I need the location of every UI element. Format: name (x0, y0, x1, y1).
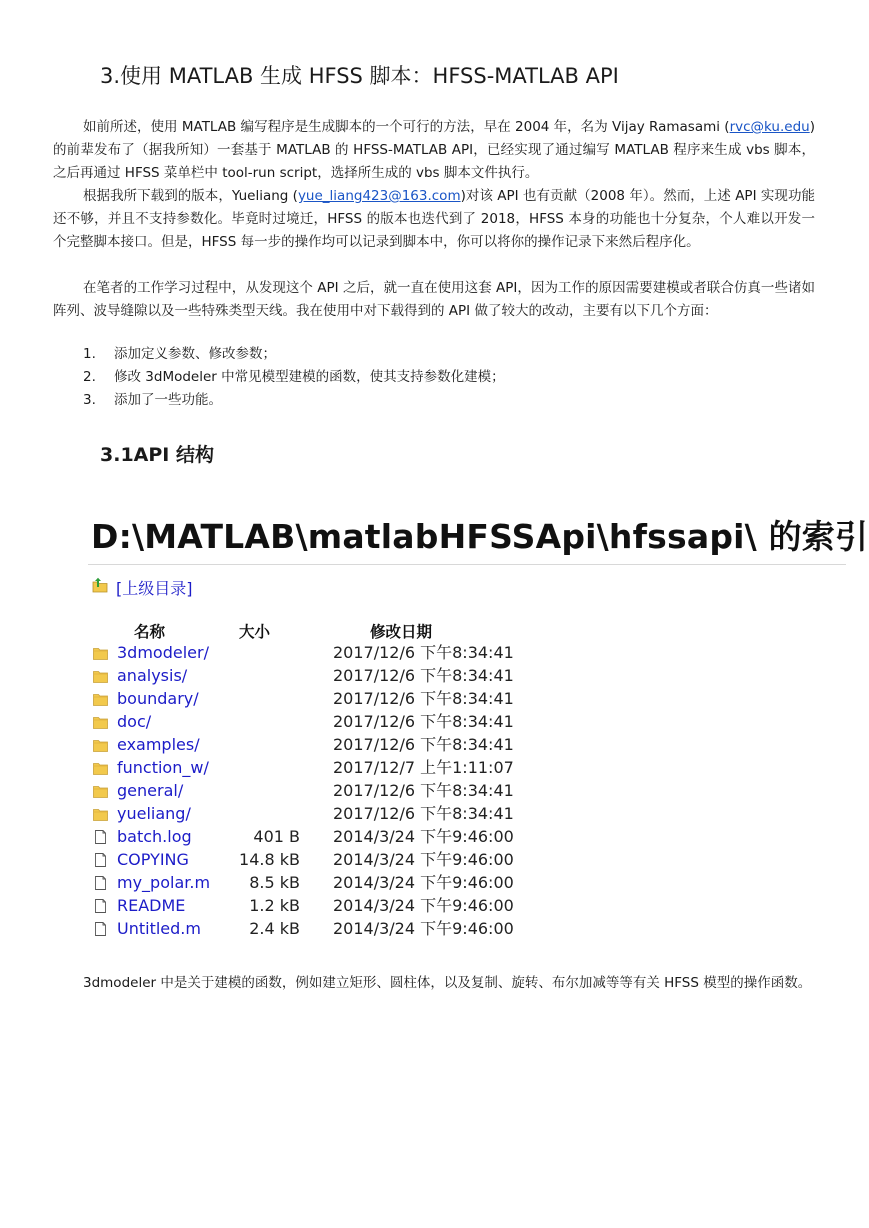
list-item (83, 343, 505, 366)
file-icon (93, 898, 108, 912)
file-date: 2017/12/6 下午8:34:41 (333, 689, 514, 708)
file-row (88, 756, 848, 779)
column-header-size: 大小 (239, 623, 271, 641)
paragraph-version (53, 185, 815, 254)
file-date: 2014/3/24 下午9:46:00 (333, 850, 514, 869)
file-date: 2017/12/6 下午8:34:41 (333, 735, 514, 754)
folder-icon (93, 714, 108, 728)
file-name-link[interactable]: analysis/ (117, 666, 188, 685)
list-number: 2. (83, 369, 96, 385)
file-row (88, 917, 848, 940)
folder-icon (93, 691, 108, 705)
column-header-name: 名称 (134, 623, 166, 641)
index-title: D:\MATLAB\matlabHFSSApi\hfssapi\ 的索引 (91, 517, 869, 556)
email-link-yueliang[interactable]: yue_liang423@163.com (297, 188, 461, 204)
file-name-link[interactable]: boundary/ (117, 689, 199, 708)
file-name-link[interactable]: README (117, 896, 186, 915)
email-link-rvc[interactable]: rvc@ku.edu (729, 119, 810, 135)
paragraph-text: )的前辈发布了（据我所知）一套基于 MATLAB 的 HFSS-MATLAB API，已经实现了通过编写 MATLAB 程序来生成 vbs 脚本，之后再通过 HFSS 菜单栏中 tool-run script，选择所生成的 vbs 脚本文件执行。 (53, 119, 815, 181)
file-date: 2017/12/6 下午8:34:41 (333, 781, 514, 800)
file-icon (93, 921, 108, 935)
paragraph-text: )对该 API 也有贡献（2008 年）。然而，上述 API 实现功能还不够，并且不支持参数化。毕竟时过境迁，HFSS 的版本也迭代到了 2018，HFSS 本身的功能也十分复杂，个人难以开发一个完整脚本接口。但是，HFSS 每一步的操作均可以记录到脚本中，你可以将你的操作记录下来然后程序化。 (53, 188, 815, 250)
file-row (88, 871, 848, 894)
up-folder-icon (92, 577, 108, 597)
file-row (88, 664, 848, 687)
file-size: 14.8 kB (239, 850, 300, 869)
file-icon (93, 875, 108, 889)
list-text: 添加定义参数、修改参数； (114, 346, 276, 362)
file-row (88, 710, 848, 733)
file-row (88, 779, 848, 802)
file-name-link[interactable]: doc/ (117, 712, 152, 731)
file-date: 2017/12/6 下午8:34:41 (333, 712, 514, 731)
folder-icon (93, 737, 108, 751)
list-item (83, 389, 505, 412)
file-name-link[interactable]: general/ (117, 781, 184, 800)
folder-icon (93, 668, 108, 682)
file-name-link[interactable]: Untitled.m (117, 919, 201, 938)
file-size: 1.2 kB (249, 896, 300, 915)
file-row (88, 687, 848, 710)
file-row (88, 802, 848, 825)
divider (88, 564, 846, 565)
file-row (88, 894, 848, 917)
parent-directory[interactable] (92, 575, 193, 599)
file-name-link[interactable]: function_w/ (117, 758, 209, 777)
directory-index-screenshot (88, 505, 869, 945)
file-name-link[interactable]: my_polar.m (117, 873, 211, 892)
list-number: 3. (83, 392, 96, 408)
file-date: 2017/12/6 下午8:34:41 (333, 666, 514, 685)
file-name-link[interactable]: COPYING (117, 850, 189, 869)
file-date: 2014/3/24 下午9:46:00 (333, 873, 514, 892)
file-date: 2014/3/24 下午9:46:00 (333, 827, 514, 846)
file-size: 401 B (253, 827, 300, 846)
column-header-date: 修改日期 (370, 623, 433, 641)
subsection-heading: 3.1API 结构 (100, 444, 214, 466)
file-date: 2017/12/7 上午1:11:07 (333, 758, 514, 777)
paragraph-text: 如前所述，使用 MATLAB 编写程序是生成脚本的一个可行的方法，早在 2004 年，名为 Vijay Ramasami ( (83, 119, 730, 135)
folder-icon (93, 806, 108, 820)
file-list (88, 641, 848, 940)
file-size: 8.5 kB (249, 873, 300, 892)
paragraph-3dmodeler: 3dmodeler 中是关于建模的函数，例如建立矩形、圆柱体，以及复制、旋转、布尔加减等等有关 HFSS 模型的操作函数。 (83, 975, 812, 991)
file-size: 2.4 kB (249, 919, 300, 938)
file-date: 2014/3/24 下午9:46:00 (333, 919, 514, 938)
list-item (83, 366, 505, 389)
paragraph-usage: 在笔者的工作学习过程中，从发现这个 API 之后，就一直在使用这套 API，因为工作的原因需要建模或者联合仿真一些诸如阵列、波导缝隙以及一些特殊类型天线。我在使用中对下载得到的 API 做了较大的改动，主要有以下几个方面： (53, 280, 815, 319)
file-row (88, 733, 848, 756)
file-name-link[interactable]: 3dmodeler/ (117, 643, 209, 662)
list-number: 1. (83, 346, 96, 362)
parent-directory-link[interactable]: [上级目录] (116, 578, 193, 598)
list-text: 添加了一些功能。 (114, 392, 222, 408)
list-text: 修改 3dModeler 中常见模型建模的函数，使其支持参数化建模； (114, 369, 505, 385)
file-name-link[interactable]: batch.log (117, 827, 192, 846)
folder-icon (93, 645, 108, 659)
file-row (88, 641, 848, 664)
folder-icon (93, 783, 108, 797)
paragraph-text: 根据我所下载到的版本，Yueliang ( (83, 188, 298, 204)
file-row (88, 825, 848, 848)
paragraph-intro (53, 116, 815, 185)
folder-icon (93, 760, 108, 774)
file-row (88, 848, 848, 871)
file-date: 2017/12/6 下午8:34:41 (333, 804, 514, 823)
file-icon (93, 852, 108, 866)
file-date: 2017/12/6 下午8:34:41 (333, 643, 514, 662)
file-name-link[interactable]: yueliang/ (117, 804, 191, 823)
file-icon (93, 829, 108, 843)
file-date: 2014/3/24 下午9:46:00 (333, 896, 514, 915)
section-heading: 3.使用 MATLAB 生成 HFSS 脚本：HFSS-MATLAB API (100, 64, 619, 88)
change-list (83, 343, 505, 412)
file-name-link[interactable]: examples/ (117, 735, 200, 754)
